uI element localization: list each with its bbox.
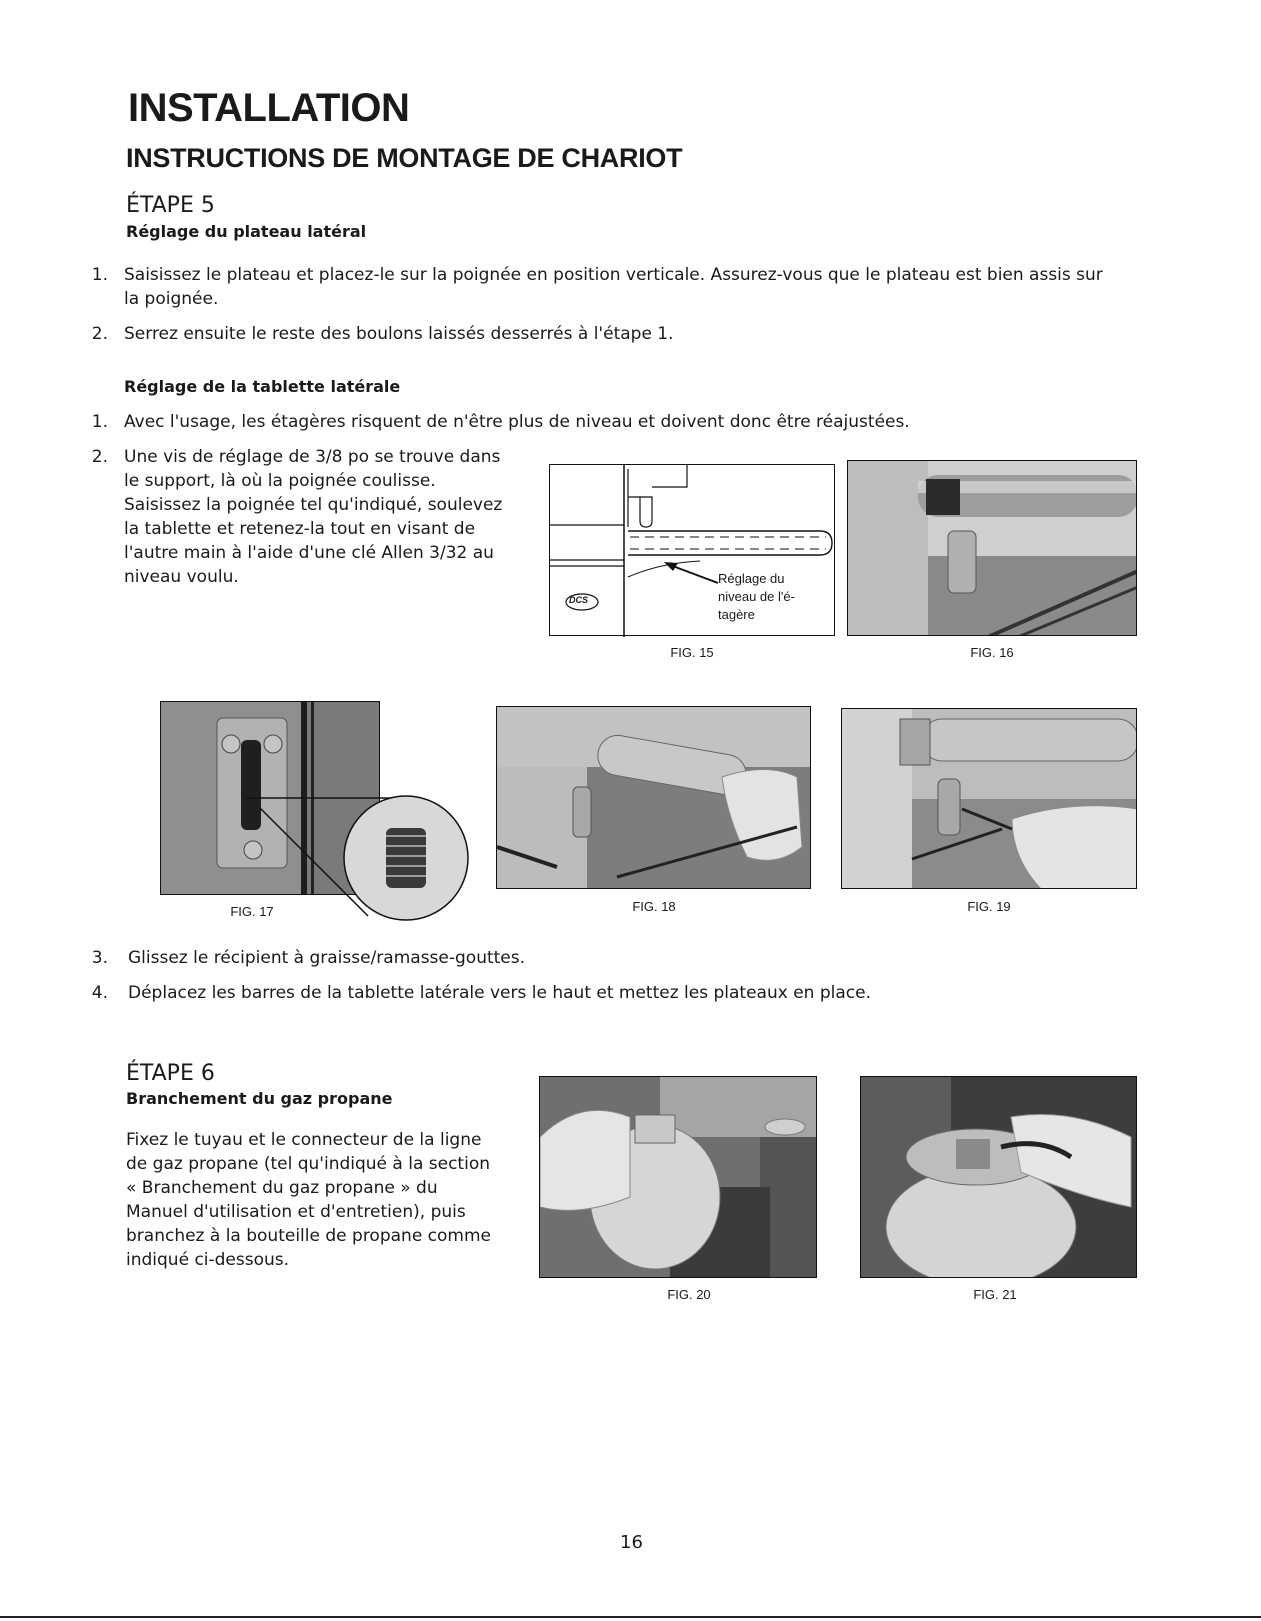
step5-item2-number: 2. bbox=[91, 324, 108, 344]
shelf-item2-line: la tablette et retenez-la tout en visant de bbox=[124, 519, 476, 539]
fig15-caption: FIG. 15 bbox=[670, 645, 714, 660]
step5-item1-number: 1. bbox=[91, 265, 108, 285]
fig20-caption: FIG. 20 bbox=[667, 1287, 711, 1302]
step5-item1-line2: la poignée. bbox=[124, 289, 219, 309]
step6-line: de gaz propane (tel qu'indiqué à la section bbox=[126, 1154, 490, 1174]
fig16-caption: FIG. 16 bbox=[970, 645, 1014, 660]
shelf-item1-text: Avec l'usage, les étagères risquent de n'être plus de niveau et doivent donc être réajustées. bbox=[124, 412, 910, 432]
fig21-caption: FIG. 21 bbox=[973, 1287, 1017, 1302]
shelf-item2-line: l'autre main à l'aide d'une clé Allen 3/32 au bbox=[124, 543, 494, 563]
shelf-item4-text: Déplacez les barres de la tablette latérale vers le haut et mettez les plateaux en place. bbox=[128, 983, 871, 1003]
bottom-divider bbox=[0, 1616, 1261, 1618]
step6-line: indiqué ci-dessous. bbox=[126, 1250, 290, 1270]
shelf-item2-line: Saisissez la poignée tel qu'indiqué, soulevez bbox=[124, 495, 503, 515]
shelf-subheading: Réglage de la tablette latérale bbox=[124, 377, 401, 396]
step5-item2-text: Serrez ensuite le reste des boulons laissés desserrés à l'étape 1. bbox=[124, 324, 674, 344]
fig18-caption: FIG. 18 bbox=[632, 899, 676, 914]
section-subtitle: INSTRUCTIONS DE MONTAGE DE CHARIOT bbox=[126, 143, 683, 173]
fig16-photo bbox=[847, 460, 1137, 636]
step5-item1-line1: Saisissez le plateau et placez-le sur la poignée en position verticale. Assurez-vous que le plateau est bien assis sur bbox=[124, 265, 1103, 285]
page-title: INSTALLATION bbox=[128, 86, 410, 130]
shelf-item3-text: Glissez le récipient à graisse/ramasse-gouttes. bbox=[128, 948, 526, 968]
fig15-callout bbox=[718, 570, 795, 624]
fig19-caption: FIG. 19 bbox=[967, 899, 1011, 914]
shelf-item4-number: 4. bbox=[91, 983, 108, 1003]
step6-text bbox=[126, 1128, 526, 1272]
shelf-item1-number: 1. bbox=[91, 412, 108, 432]
shelf-item2-text bbox=[124, 445, 524, 589]
shelf-item2-line: le support, là où la poignée coulisse. bbox=[124, 471, 436, 491]
step5-subheading: Réglage du plateau latéral bbox=[126, 222, 367, 241]
step6-heading: ÉTAPE 6 bbox=[126, 1061, 215, 1086]
step6-line: « Branchement du gaz propane » du bbox=[126, 1178, 438, 1198]
shelf-item3-number: 3. bbox=[91, 948, 108, 968]
step6-subheading: Branchement du gaz propane bbox=[126, 1089, 393, 1108]
fig20-photo bbox=[539, 1076, 817, 1278]
shelf-item2-number: 2. bbox=[91, 447, 108, 467]
fig17-caption: FIG. 17 bbox=[230, 904, 274, 919]
step5-heading: ÉTAPE 5 bbox=[126, 193, 215, 218]
step6-line: Manuel d'utilisation et d'entretien), puis bbox=[126, 1202, 466, 1222]
fig15-callout-line: tagère bbox=[718, 607, 755, 622]
shelf-item2-line: niveau voulu. bbox=[124, 567, 239, 587]
step5-item1-text bbox=[124, 263, 1134, 311]
fig18-photo bbox=[496, 706, 811, 889]
fig21-photo bbox=[860, 1076, 1137, 1278]
page-number: 16 bbox=[620, 1532, 643, 1553]
shelf-item2-line: Une vis de réglage de 3/8 po se trouve dans bbox=[124, 447, 501, 467]
fig15-callout-line: Réglage du bbox=[718, 571, 785, 586]
fig15-callout-line: niveau de l'é- bbox=[718, 589, 795, 604]
step6-line: branchez à la bouteille de propane comme bbox=[126, 1226, 492, 1246]
dcs-logo: DCS bbox=[569, 595, 589, 605]
fig15-diagram bbox=[549, 464, 835, 636]
fig17-magnifier bbox=[240, 778, 480, 924]
fig19-photo bbox=[841, 708, 1137, 889]
step6-line: Fixez le tuyau et le connecteur de la ligne bbox=[126, 1130, 482, 1150]
